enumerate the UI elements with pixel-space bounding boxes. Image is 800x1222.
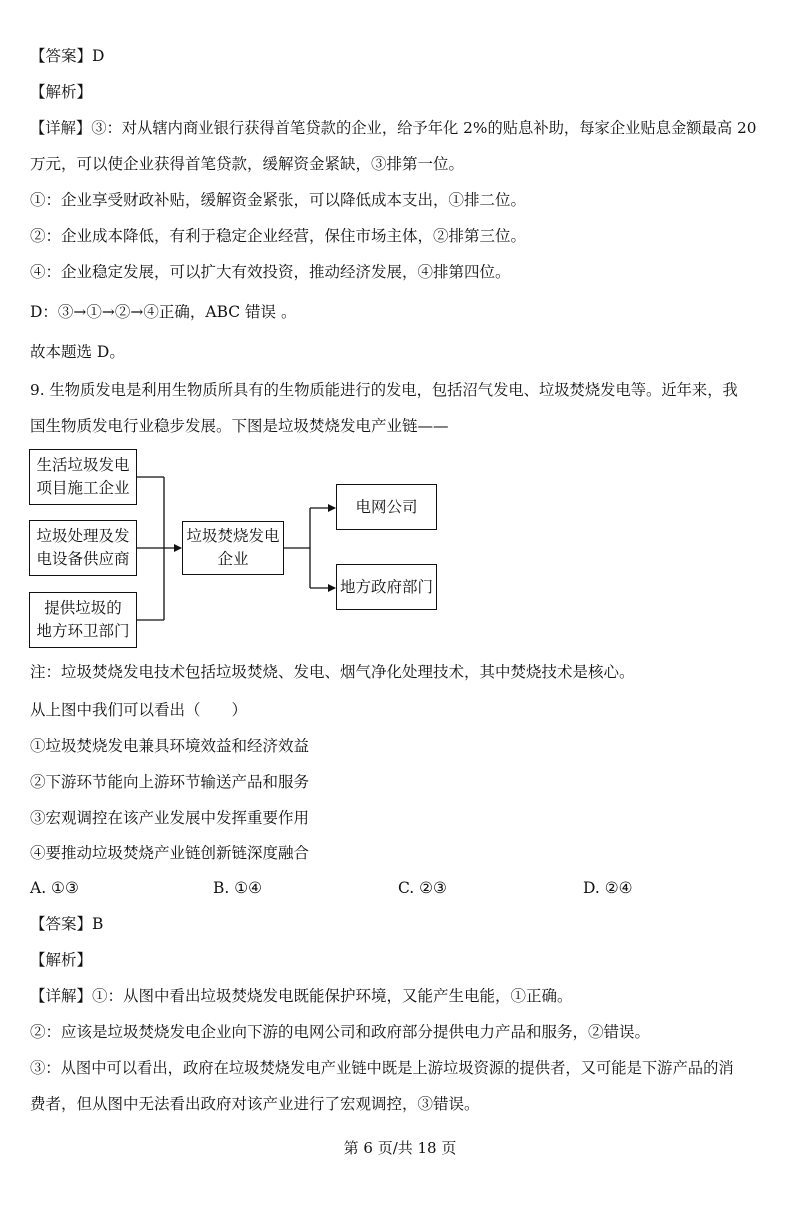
q8-analysis-label: 【解析】 bbox=[30, 83, 93, 101]
q8-point-4: ④：企业稳定发展，可以扩大有效投资，推动经济发展，④排第四位。 bbox=[30, 263, 511, 281]
q9-statement-4: ④要推动垃圾焚烧产业链创新链深度融合 bbox=[30, 844, 310, 862]
q9-note: 注：垃圾焚烧发电技术包括垃圾焚烧、发电、烟气净化处理技术，其中焚烧技术是核心。 bbox=[30, 663, 635, 681]
q9-answer: 【答案】B bbox=[30, 915, 104, 933]
q9-option-c: C. ②③ bbox=[398, 879, 447, 897]
q8-point-2: ②：企业成本降低，有利于稳定企业经营，保住市场主体，②排第三位。 bbox=[30, 227, 527, 245]
box-incineration-power-enterprise: 垃圾焚烧发电 企业 bbox=[182, 521, 284, 575]
q9-stem-line-1: 9. 生物质发电是利用生物质所具有的生物质能进行的发电，包括沼气发电、垃圾焚烧发电等。近年来，我 bbox=[30, 381, 738, 399]
q8-answer: 【答案】D bbox=[30, 47, 105, 65]
box-construction-enterprise: 生活垃圾发电 项目施工企业 bbox=[29, 449, 137, 505]
q9-statement-3: ③宏观调控在该产业发展中发挥重要作用 bbox=[30, 809, 310, 827]
page-footer: 第 6 页/共 18 页 bbox=[343, 1139, 457, 1157]
q9-detail-1: 【详解】①：从图中看出垃圾焚烧发电既能保护环境，又能产生电能，①正确。 bbox=[30, 987, 573, 1005]
q9-stem-line-2: 国生物质发电行业稳步发展。下图是垃圾焚烧发电产业链—— bbox=[30, 417, 449, 435]
q8-conclusion: D：③→①→②→④正确，ABC 错误 。 bbox=[30, 303, 297, 321]
q9-detail-3-line-1: ③：从图中可以看出，政府在垃圾焚烧发电产业链中既是上游垃圾资源的提供者，又可能是下游产品的消 bbox=[30, 1059, 734, 1077]
q8-detail-line-2: 万元，可以使企业获得首笔贷款，缓解资金紧缺，③排第一位。 bbox=[30, 155, 465, 173]
q8-final: 故本题选 D。 bbox=[30, 343, 125, 361]
q9-option-d: D. ②④ bbox=[583, 879, 633, 897]
box-sanitation-department: 提供垃圾的 地方环卫部门 bbox=[29, 592, 137, 648]
box-power-grid-company: 电网公司 bbox=[336, 484, 437, 530]
q9-statement-1: ①垃圾焚烧发电兼具环境效益和经济效益 bbox=[30, 737, 310, 755]
q8-detail-line-1: 【详解】③：对从辖内商业银行获得首笔贷款的企业，给予年化 2%的贴息补助，每家企业贴息金额最高 20 bbox=[30, 119, 757, 137]
box-equipment-supplier: 垃圾处理及发 电设备供应商 bbox=[29, 520, 137, 576]
q9-question: 从上图中我们可以看出（ ） bbox=[30, 701, 248, 719]
q9-detail-3-line-2: 费者，但从图中无法看出政府对该产业进行了宏观调控，③错误。 bbox=[30, 1095, 480, 1113]
q9-statement-2: ②下游环节能向上游环节输送产品和服务 bbox=[30, 773, 310, 791]
q9-detail-2: ②：应该是垃圾焚烧发电企业向下游的电网公司和政府部分提供电力产品和服务，②错误。 bbox=[30, 1023, 651, 1041]
q8-point-1: ①：企业享受财政补贴，缓解资金紧张，可以降低成本支出，①排二位。 bbox=[30, 191, 527, 209]
q9-option-a: A. ①③ bbox=[30, 879, 79, 897]
box-local-government: 地方政府部门 bbox=[336, 564, 437, 610]
q9-option-b: B. ①④ bbox=[213, 879, 263, 897]
q9-analysis-label: 【解析】 bbox=[30, 951, 93, 969]
